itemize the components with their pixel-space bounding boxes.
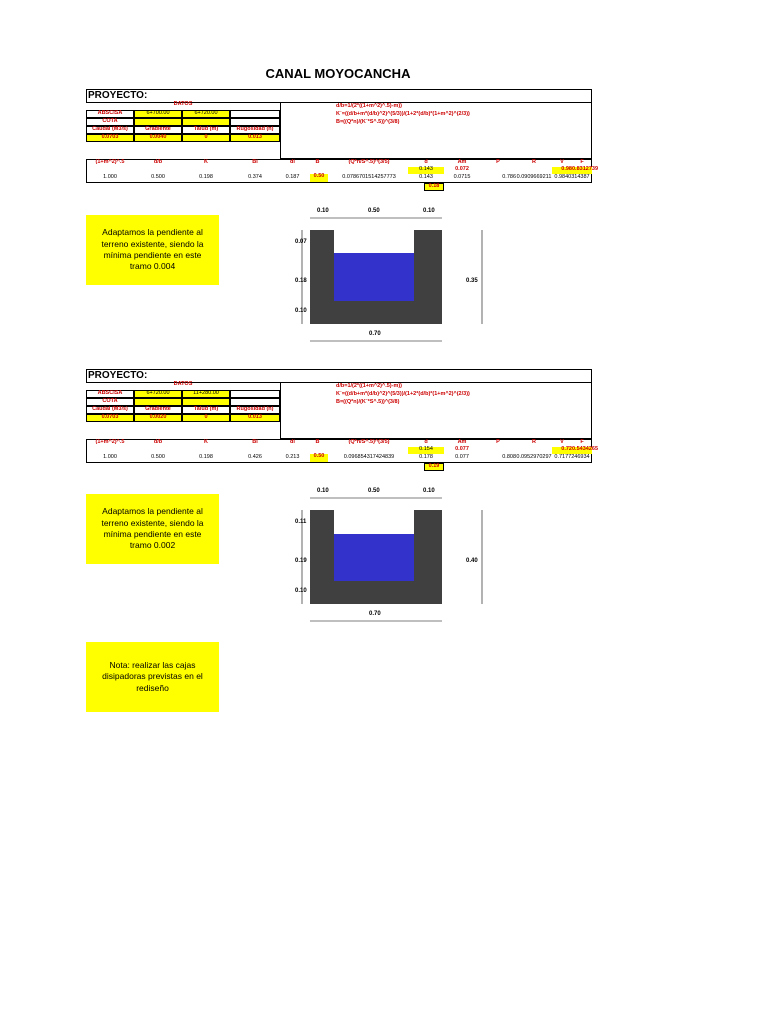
r1-d: 0.143 <box>408 167 444 174</box>
cota-end <box>182 118 230 126</box>
dim-inner: 0.50 <box>368 208 380 214</box>
section-2-table <box>86 369 598 471</box>
note-section-2: Adaptamos la pendiente al terreno existente, siendo la mínima pendiente en este tramo 0.002 <box>86 494 219 564</box>
r2-db: 0.500 <box>151 174 165 180</box>
rugosidad-value: 0.013 <box>230 134 280 142</box>
r2-q: 0.096854317424839 <box>343 454 395 460</box>
abscisa-start: 6+720.00 <box>134 390 182 398</box>
r2-bi: 0.374 <box>248 174 262 180</box>
hdr-sqrt: (1+m^2)^.5 <box>95 439 125 445</box>
hdr-k: K <box>204 439 208 445</box>
hdr-p: P <box>496 439 500 445</box>
formula-1: d/b=1/(2*((1+m^2)^.5)-m)) <box>336 383 403 389</box>
cota-empty <box>230 118 280 126</box>
section-1-table <box>86 89 598 191</box>
hdr-f: F <box>580 439 584 445</box>
gradiente-value: 0.0040 <box>134 134 182 142</box>
dim-wall-right: 0.10 <box>423 208 435 214</box>
dim-wall-left: 0.10 <box>317 208 329 214</box>
abscisa-end: 11+280.00 <box>182 390 230 398</box>
r1-v: 0.98 <box>552 167 572 174</box>
r2-p: 0.786 <box>502 174 516 180</box>
datos-label: DATOS <box>173 381 193 387</box>
cota-label: COTA <box>86 118 134 126</box>
proyecto-frame <box>86 89 592 103</box>
hdr-db: d/b <box>153 439 163 445</box>
hdr-k: K <box>204 159 208 165</box>
rugosidad-label: Rugosidad (n) <box>230 406 280 414</box>
r2-k: 0.198 <box>199 174 213 180</box>
gradiente-label: Gradiente <box>134 126 182 134</box>
hdr-d: d <box>424 159 428 165</box>
hdr-di: di <box>290 439 295 445</box>
r2-bi: 0.426 <box>248 454 262 460</box>
hdr-v: V <box>560 439 564 445</box>
cota-empty <box>230 398 280 406</box>
abscisa-label: ABSCISA <box>86 390 134 398</box>
note-section-1: Adaptamos la pendiente al terreno existente, siendo la mínima pendiente en este tramo 0.004 <box>86 215 219 285</box>
cota-start <box>134 398 182 406</box>
r3-d: 0.18 <box>424 183 444 191</box>
talud-value: 0 <box>182 414 230 422</box>
cota-start <box>134 118 182 126</box>
r3-d: 0.19 <box>424 463 444 471</box>
r1-v: 0.72 <box>552 447 572 454</box>
caudal-value: 0.0703 <box>86 414 134 422</box>
dim-freeboard: 0.11 <box>295 519 307 525</box>
hdr-d: d <box>424 439 428 445</box>
dim-water: 0.19 <box>295 558 307 564</box>
r2-di: 0.187 <box>285 174 300 180</box>
dim-height: 0.35 <box>466 278 478 284</box>
r2-am: 0.077 <box>455 454 469 460</box>
caudal-label: Caudal (M3/s) <box>86 126 134 134</box>
formula-1: d/b=1/(2*((1+m^2)^.5)-m)) <box>336 103 403 109</box>
r2-b: 0.50 <box>310 174 328 182</box>
hdr-sqrt: (1+m^2)^.5 <box>95 159 125 165</box>
r2-p: 0.808 <box>502 454 516 460</box>
hdr-v: V <box>560 159 564 165</box>
r2-d: 0.143 <box>419 174 433 180</box>
dim-base: 0.10 <box>295 588 307 594</box>
abscisa-label: ABSCISA <box>86 110 134 118</box>
r1-am: 0.072 <box>455 166 469 172</box>
r2-v: 0.7177246934 <box>554 454 590 460</box>
r1-d: 0.154 <box>408 447 444 454</box>
dim-wall-left: 0.10 <box>317 488 329 494</box>
abscisa-empty <box>230 110 280 118</box>
gradiente-label: Gradiente <box>134 406 182 414</box>
talud-label: Talud (m) <box>182 406 230 414</box>
formula-2: K´=((d/b+m*(d/b)^2)^(5/3))/(1+2*(d/b)*(1+m^2)^(2/3)) <box>336 111 470 117</box>
channel-diagram-1 <box>280 200 500 350</box>
r2-db: 0.500 <box>151 454 165 460</box>
gradiente-value: 0.0020 <box>134 414 182 422</box>
dim-water: 0.18 <box>295 278 307 284</box>
formula-2: K´=((d/b+m*(d/b)^2)^(5/3))/(1+2*(d/b)*(1+m^2)^(2/3)) <box>336 391 470 397</box>
r2-q: 0.0786701514257773 <box>342 174 396 180</box>
dim-freeboard: 0.07 <box>295 239 307 245</box>
final-note: Nota: realizar las cajas disipadoras previstas en el rediseño <box>86 642 219 712</box>
talud-value: 0 <box>182 134 230 142</box>
hdr-p: P <box>496 159 500 165</box>
hdr-di: di <box>290 159 295 165</box>
abscisa-end: 6+720.00 <box>182 110 230 118</box>
dim-width: 0.70 <box>369 611 381 617</box>
r2-v: 0.9840314387 <box>554 174 590 180</box>
abscisa-empty <box>230 390 280 398</box>
abscisa-start: 6+700.00 <box>134 110 182 118</box>
dim-width: 0.70 <box>369 331 381 337</box>
r1-am: 0.077 <box>455 446 469 452</box>
hdr-b: B <box>315 439 320 445</box>
water-area <box>334 253 414 301</box>
r2-k: 0.198 <box>199 454 213 460</box>
r2-r: 0.0952970297 <box>516 454 552 460</box>
r2-d: 0.178 <box>419 454 433 460</box>
dim-wall-right: 0.10 <box>423 488 435 494</box>
hdr-q: (Q*n/S^.5)^(3/5) <box>348 439 390 445</box>
r2-sqrt: 1.000 <box>103 454 117 460</box>
hdr-bi: Bi <box>252 439 258 445</box>
rugosidad-label: Rugosidad (n) <box>230 126 280 134</box>
cota-end <box>182 398 230 406</box>
hdr-am: Am <box>457 159 467 165</box>
caudal-value: 0.0703 <box>86 134 134 142</box>
hdr-b: B <box>315 159 320 165</box>
r1-f: 0.8312739 <box>572 166 598 172</box>
proyecto-frame <box>86 369 592 383</box>
hdr-bi: Bi <box>252 159 258 165</box>
datos-label: DATOS <box>173 101 193 107</box>
hdr-r: R <box>532 159 536 165</box>
r2-r: 0.0909669211 <box>516 174 552 180</box>
water-area <box>334 534 414 581</box>
hdr-f: F <box>580 159 584 165</box>
r2-b: 0.50 <box>310 454 328 462</box>
r2-am: 0.0715 <box>453 174 471 180</box>
hdr-am: Am <box>457 439 467 445</box>
page-title: CANAL MOYOCANCHA <box>265 66 411 81</box>
r1-f: 0.5434265 <box>572 446 598 452</box>
hdr-r: R <box>532 439 536 445</box>
hdr-db: d/b <box>153 159 163 165</box>
dim-height: 0.40 <box>466 558 478 564</box>
caudal-label: Caudal (M3/s) <box>86 406 134 414</box>
cota-label: COTA <box>86 398 134 406</box>
proyecto-label: PROYECTO: <box>88 90 148 101</box>
channel-diagram-2 <box>280 480 500 630</box>
dim-inner: 0.50 <box>368 488 380 494</box>
r2-sqrt: 1.000 <box>103 174 117 180</box>
talud-label: Talud (m) <box>182 126 230 134</box>
formula-3: B=((Q*n)/(K´*S^.5))^(3/8) <box>336 119 400 125</box>
proyecto-label: PROYECTO: <box>88 370 148 381</box>
hdr-q: (Q*n/S^.5)^(3/5) <box>348 159 390 165</box>
formula-3: B=((Q*n)/(K´*S^.5))^(3/8) <box>336 399 400 405</box>
dim-base: 0.10 <box>295 308 307 314</box>
rugosidad-value: 0.013 <box>230 414 280 422</box>
r2-di: 0.213 <box>285 454 300 460</box>
